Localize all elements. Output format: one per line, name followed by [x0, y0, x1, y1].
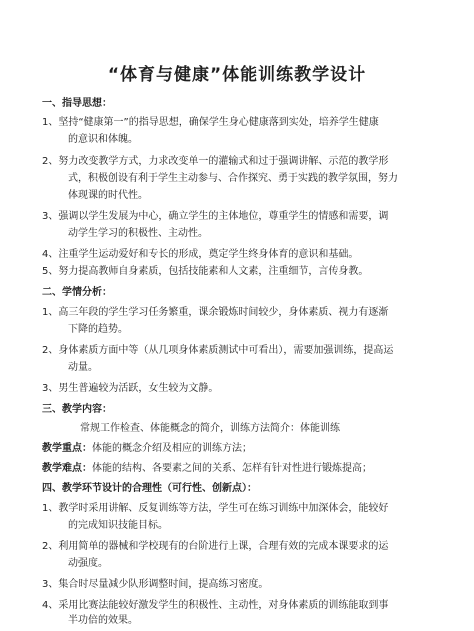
- list-item-line: 动学生学习的积极性、主动性。: [68, 228, 208, 239]
- teaching-key-point: [42, 442, 252, 456]
- list-item-line: 动强度。: [68, 558, 108, 569]
- section-heading-design-rationale: 四、教学环节设计的合理性（可行性、创新点）：: [42, 483, 257, 494]
- section-heading-teaching-content: 三、教学内容：: [42, 404, 112, 415]
- section-heading-guiding-ideology: 一、指导思想：: [42, 98, 112, 109]
- list-item-line: 下降的趋势。: [68, 324, 128, 335]
- list-item-line: 3、男生普遍较为活跃，女生较为文静。: [42, 383, 219, 394]
- list-item-line: 半功倍的效果。: [68, 615, 138, 626]
- teaching-key-text: 体能的概念介绍及相应的训练方法；: [92, 443, 252, 454]
- list-item-line: 1、高三年段的学生学习任务繁重，课余锻炼时间较少，身体素质、视力有逐渐: [42, 307, 389, 318]
- list-item-line: 2、努力改变教学方式，力求改变单一的灌输式和过于强调讲解、示范的教学形: [42, 156, 389, 167]
- section-heading-student-analysis: 二、学情分析：: [42, 287, 112, 298]
- list-item-line: 4、注重学生运动爱好和专长的形成，奠定学生终身体育的意识和基础。: [42, 249, 359, 260]
- list-item-line: 3、强调以学生发展为中心，确立学生的主体地位，尊重学生的情感和需要，调: [42, 211, 389, 222]
- list-item-line: 的完成知识技能目标。: [68, 520, 168, 531]
- list-item-line: 2、身体素质方面中等（从几项身体素质测试中可看出），需要加强训练，提高运: [42, 345, 394, 356]
- list-item-line: 5、努力提高教师自身素质，包括技能素和人文素，注重细节，言传身教。: [42, 266, 369, 277]
- teaching-key-label: 教学重点：: [42, 443, 92, 454]
- teaching-difficulty-text: 体能的结构、各要素之间的关系、怎样有针对性进行锻炼提高；: [92, 463, 372, 474]
- list-item-line: 的意识和体魄。: [68, 134, 138, 145]
- teaching-difficulty: [42, 462, 372, 476]
- list-item-line: 动量。: [68, 362, 98, 373]
- teaching-content-text: 常规工作检查、体能概念的简介，训练方法简介：体能训练: [80, 423, 340, 434]
- teaching-difficulty-label: 教学难点：: [42, 463, 92, 474]
- list-item-line: 1、教学时采用讲解、反复训练等方法，学生可在练习训练中加深体会，能较好: [42, 503, 389, 514]
- list-item-line: 1、坚持“健康第一”的指导思想，确保学生身心健康落到实处，培养学生健康: [42, 117, 379, 128]
- list-item-line: 3、集合时尽量减少队形调整时间，提高练习密度。: [42, 579, 269, 590]
- list-item-line: 2、利用简单的器械和学校现有的台阶进行上课，合理有效的完成本课要求的运: [42, 541, 389, 552]
- list-item-line: 体现课的时代性。: [68, 190, 148, 201]
- list-item-line: 4、采用比赛法能较好激发学生的积极性、主动性，对身体素质的训练能取到事: [42, 600, 389, 611]
- list-item-line: 式，积极创设有利于学生主动参与、合作探究、勇于实践的教学氛围，努力: [68, 173, 398, 184]
- document-title: “体育与健康”体能训练教学设计: [107, 65, 367, 85]
